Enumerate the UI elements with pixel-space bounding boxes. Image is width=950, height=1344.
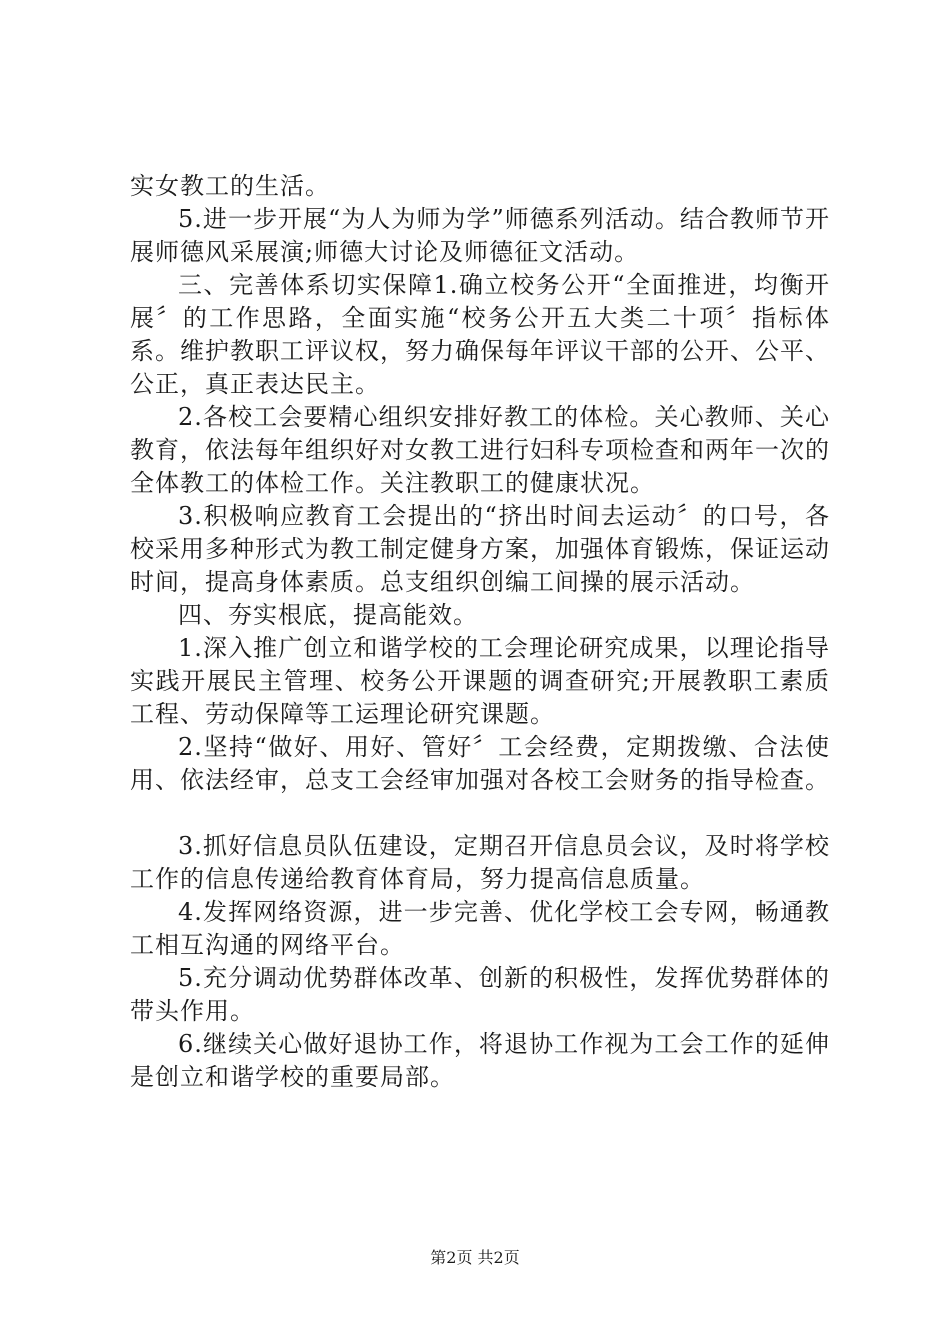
document-body: [130, 170, 830, 1094]
paragraph-section-3: 三、完善体系切实保障1.确立校务公开“全面推进，均衡开展〞的工作思路，全面实施“校务公开五大类二十项〞指标体系。维护教职工评议权，努力确保每年评议干部的公开、公平、公正，真正表达民主。: [130, 271, 830, 398]
paragraph-item-5-groups: 5.充分调动优势群体改革、创新的积极性，发挥优势群体的带头作用。: [130, 964, 830, 1025]
paragraph-item-4-network: 4.发挥网络资源，进一步完善、优化学校工会专网，畅通教工相互沟通的网络平台。: [130, 898, 830, 959]
paragraph-item-2-health-check: 2.各校工会要精心组织安排好教工的体检。关心教师、关心教育，依法每年组织好对女教工进行妇科专项检查和两年一次的全体教工的体检工作。关注教职工的健康状况。: [130, 403, 830, 497]
paragraph-item-5-ethics: 5.进一步开展“为人为师为学”师德系列活动。结合教师节开展师德风采展演;师德大讨论及师德征文活动。: [130, 205, 830, 266]
paragraph-item-3-exercise: 3.积极响应教育工会提出的“挤出时间去运动〞的口号，各校采用多种形式为教工制定健身方案，加强体育锻炼，保证运动时间，提高身体素质。总支组织创编工间操的展示活动。: [130, 502, 830, 596]
paragraph-item-3-information: 3.抓好信息员队伍建设，定期召开信息员会议，及时将学校工作的信息传递给教育体育局，努力提高信息质量。: [130, 832, 830, 893]
paragraph-continuation: 实女教工的生活。: [130, 172, 330, 200]
paragraph-item-6-retirees: 6.继续关心做好退协工作，将退协工作视为工会工作的延伸是创立和谐学校的重要局部。: [130, 1030, 830, 1091]
paragraph-item-2-funds: 2.坚持“做好、用好、管好〞工会经费，定期拨缴、合法使用、依法经审，总支工会经审加强对各校工会财务的指导检查。: [130, 733, 830, 794]
page-number-footer: 第2页 共2页: [430, 1248, 520, 1267]
paragraph-item-1-research: 1.深入推广创立和谐学校的工会理论研究成果，以理论指导实践开展民主管理、校务公开课题的调查研究;开展教职工素质工程、劳动保障等工运理论研究课题。: [130, 634, 830, 728]
paragraph-section-4: 四、夯实根底，提高能效。: [178, 601, 478, 629]
